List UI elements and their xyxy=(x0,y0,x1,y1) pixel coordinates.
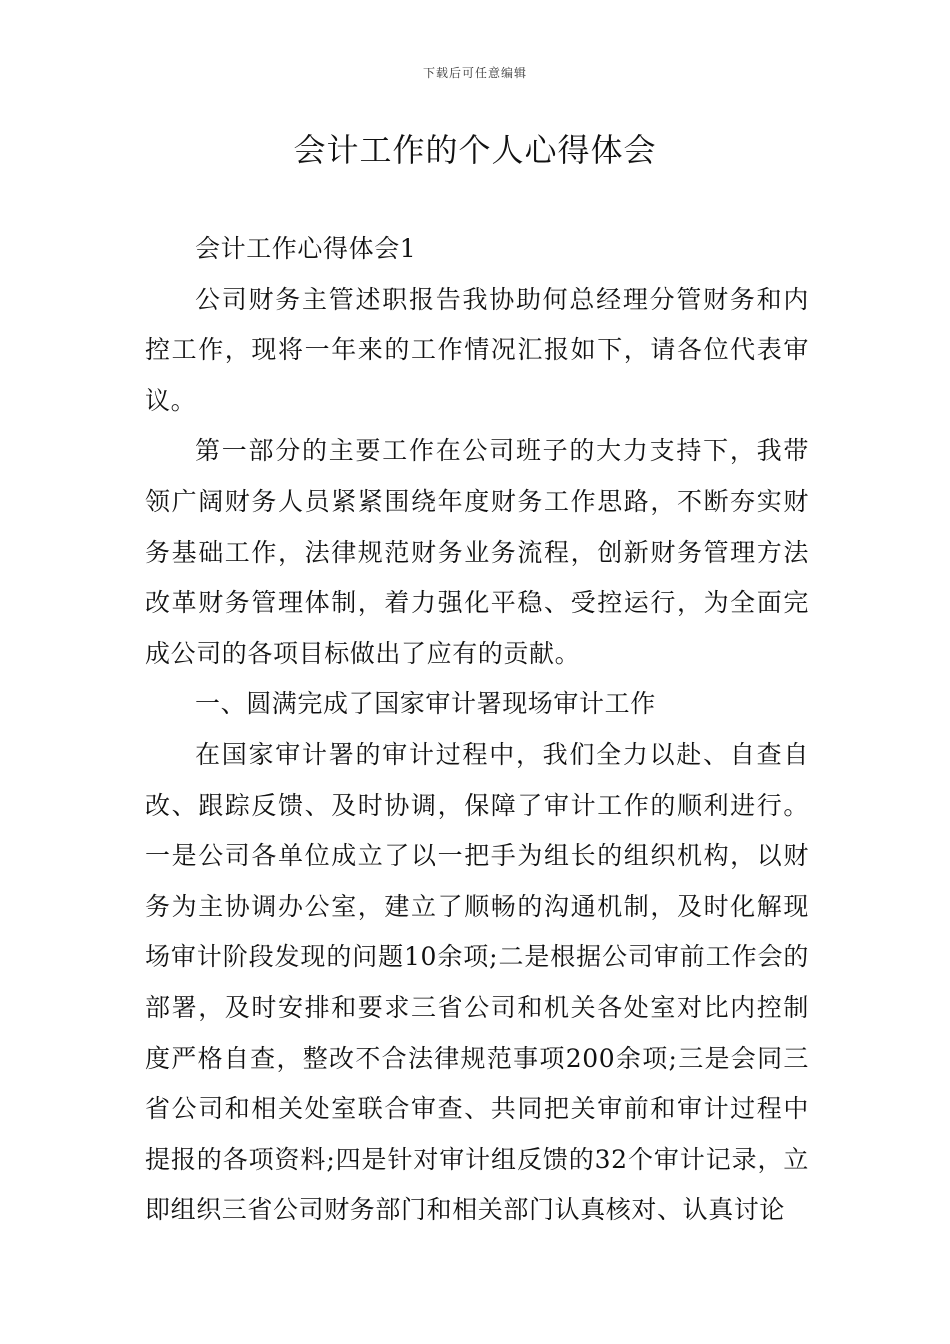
body-paragraph: 公司财务主管述职报告我协助何总经理分管财务和内控工作，现将一年来的工作情况汇报如下，请各位代表审议。 xyxy=(145,284,809,415)
body-paragraph: 在国家审计署的审计过程中，我们全力以赴、自查自改、跟踪反馈、及时协调，保障了审计工作的顺利进行。一是公司各单位成立了以一把手为组长的组织机构，以财务为主协调办公室，建立了顺畅的沟通机制，及时化解现场审计阶段发现的问题10余项;二是根据公司审前工作会的部署，及时安排和要求三省公司和机关各处室对比内控制度严格自查，整改不合法律规范事项200余项;三是会同三省公司和相关处室联合审查、共同把关审前和审计过程中提报的各项资料;四是针对审计组反馈的32个审计记录，立即组织三省公司财务部门和相关部门认真核对、认真讨论 xyxy=(145,739,809,1225)
document-title: 会计工作的个人心得体会 xyxy=(293,131,657,169)
section-heading: 会计工作心得体会1 xyxy=(195,234,417,263)
header-note: 下载后可任意编辑 xyxy=(422,66,527,80)
subsection-heading: 一、圆满完成了国家审计署现场审计工作 xyxy=(195,689,656,719)
document-body xyxy=(145,224,809,1236)
body-paragraph: 第一部分的主要工作在公司班子的大力支持下，我带领广阔财务人员紧紧围绕年度财务工作思路，不断夯实财务基础工作，法律规范财务业务流程，创新财务管理方法改革财务管理体制，着力强化平稳、受控运行，为全面完成公司的各项目标做出了应有的贡献。 xyxy=(145,436,809,668)
